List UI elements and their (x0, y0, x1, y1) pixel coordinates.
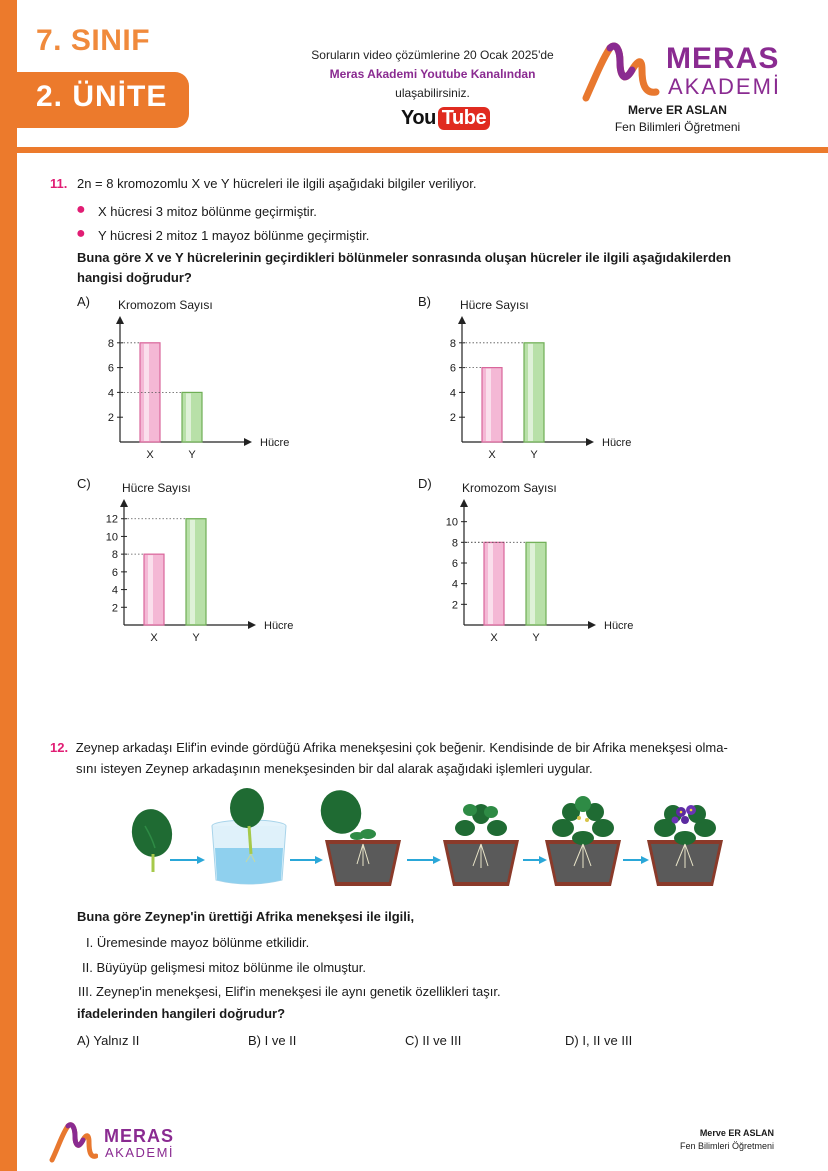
q11-bullet-1 (76, 201, 317, 219)
option-c-letter[interactable]: C) (77, 476, 91, 491)
brand-bottom: AKADEMİ (668, 74, 782, 99)
bar-highlight (528, 344, 533, 441)
q11-bullet-2 (76, 225, 370, 243)
option-a-letter[interactable]: A) (77, 294, 90, 309)
q12-number: 12. (50, 740, 69, 755)
q11-bullet-text: X hücresi 3 mitoz bölünme geçirmiştir. (98, 204, 317, 219)
y-tick-label: 10 (105, 531, 118, 544)
q12-option-a[interactable]: A) Yalnız II (77, 1033, 140, 1048)
y-tick-label: 6 (111, 566, 118, 579)
option-b-letter[interactable]: B) (418, 294, 431, 309)
q11-bullet-text: Y hücresi 2 mitoz 1 mayoz bölünme geçirmiştir. (98, 228, 370, 243)
footer-teacher-title: Fen Bilimleri Öğretmeni (679, 1141, 774, 1151)
x-axis-arrow-icon (244, 438, 252, 446)
chart-b (412, 290, 672, 470)
q12-question-end: ifadelerinden hangileri doğrudur? (77, 1006, 286, 1021)
arrow-right-icon (407, 856, 441, 864)
chart-title: Kromozom Sayısı (462, 481, 557, 495)
bar-y (526, 542, 546, 625)
q12-statement-2: II. Büyüyüp gelişmesi mitoz bölünme ile olmuştur. (82, 960, 366, 975)
q12-statement-1: I. Üremesinde mayoz bölünme etkilidir. (86, 935, 310, 950)
meras-logo (580, 40, 780, 106)
y-tick-label: 12 (105, 513, 118, 526)
x-axis-arrow-icon (248, 621, 256, 629)
bar-highlight (486, 369, 491, 441)
y-tick-label: 6 (107, 362, 114, 375)
x-axis-label: Hücre (264, 620, 294, 632)
bar-y (186, 519, 206, 625)
option-d-letter[interactable]: D) (418, 476, 432, 491)
q11-stem (50, 176, 476, 191)
youtube-you: You (401, 107, 436, 129)
y-tick-label: 10 (445, 516, 458, 529)
y-tick-label: 2 (449, 412, 456, 425)
footer-brand-bottom: AKADEMİ (105, 1145, 175, 1160)
q12-stem (50, 737, 770, 779)
footer-teacher-name: Merve ER ASLAN (699, 1128, 774, 1138)
bullet-dot-icon: ● (76, 225, 86, 242)
q12-stem-line1: Zeynep arkadaşı Elif'in evinde gördüğü Afrika menekşesini çok beğenir. Kendisinde de bir Afrika menekşesi olma- (75, 740, 728, 755)
arrow-right-icon (523, 856, 547, 864)
y-tick-label: 2 (107, 412, 114, 425)
y-tick-label: 4 (107, 387, 114, 400)
arrow-right-icon (623, 856, 649, 864)
y-tick-label: 4 (449, 387, 456, 400)
bar-highlight (488, 543, 493, 624)
x-category-label: X (488, 449, 496, 461)
video-info (290, 46, 575, 103)
q12-stem-line2: sını isteyen Zeynep arkadaşının menekşesinden bir dal alarak aşağıdaki işlemleri uygular. (76, 761, 593, 776)
bar-x (482, 368, 502, 442)
grade-label: 7. SINIF (36, 24, 151, 57)
video-info-channel[interactable]: Meras Akademi Youtube Kanalından (329, 67, 536, 81)
y-tick-label: 8 (107, 337, 114, 350)
chart-title: Hücre Sayısı (460, 298, 529, 312)
water-glass-icon (212, 788, 286, 884)
pot-with-cutting-icon (315, 788, 401, 886)
q11-question-line1: Buna göre X ve Y hücrelerinin geçirdikleri bölünmeler sonrasında oluşan hücreler ile ilgili aşağıdakilerden (77, 250, 732, 265)
teacher-info (585, 102, 770, 136)
x-axis-label: Hücre (604, 620, 634, 632)
q12-option-c[interactable]: C) II ve III (405, 1033, 462, 1048)
pot-growing-plant-icon (545, 796, 621, 886)
q12-option-b[interactable]: B) I ve II (248, 1033, 297, 1048)
y-axis-arrow-icon (120, 499, 128, 507)
footer-brand-top: MERAS (104, 1126, 175, 1146)
y-tick-label: 8 (449, 337, 456, 350)
q11-question (77, 248, 731, 288)
chart-title: Kromozom Sayısı (118, 298, 213, 312)
bar-y (524, 343, 544, 442)
x-axis-label: Hücre (602, 437, 632, 449)
x-category-label: X (146, 449, 154, 461)
brand-top: MERAS (666, 42, 780, 75)
y-tick-label: 8 (451, 537, 458, 550)
violet-propagation-illustration (125, 788, 725, 890)
meras-m-icon (48, 1120, 98, 1164)
q12-option-d[interactable]: D) I, II ve III (565, 1033, 633, 1048)
x-category-label: Y (532, 632, 540, 644)
bar-highlight (148, 555, 153, 624)
y-tick-label: 4 (451, 578, 458, 591)
chart-d (414, 473, 674, 653)
footer-logo (48, 1120, 188, 1164)
teacher-name: Merve ER ASLAN (628, 103, 727, 117)
video-info-line1: Soruların video çözümlerine 20 Ocak 2025'de (311, 48, 554, 62)
x-category-label: Y (530, 449, 538, 461)
arrow-right-icon (170, 856, 205, 864)
y-tick-label: 2 (451, 599, 458, 612)
arrow-right-icon (290, 856, 323, 864)
bar-x (140, 343, 160, 442)
y-tick-label: 4 (111, 584, 118, 597)
youtube-logo[interactable] (401, 107, 490, 135)
teacher-title: Fen Bilimleri Öğretmeni (614, 120, 741, 134)
youtube-tube: Tube (438, 107, 490, 130)
leaf-cutting-icon (128, 806, 176, 872)
x-category-label: Y (188, 449, 196, 461)
bar-highlight (186, 393, 191, 441)
y-tick-label: 8 (111, 549, 118, 562)
y-tick-label: 6 (451, 558, 458, 570)
q11-number: 11. (50, 176, 68, 191)
bullet-dot-icon: ● (76, 201, 86, 218)
chart-title: Hücre Sayısı (122, 481, 191, 495)
q12-statement-3: III. Zeynep'in menekşesi, Elif'in menekşesi ile aynı genetik özellikleri taşır. (78, 984, 501, 999)
header-divider (17, 147, 828, 153)
bar-x (484, 542, 504, 625)
q12-question-intro: Buna göre Zeynep'in ürettiği Afrika menekşesi ile ilgili, (77, 909, 415, 924)
q11-question-line2: hangisi doğrudur? (77, 270, 192, 285)
y-tick-label: 2 (111, 602, 118, 615)
video-info-line3: ulaşabilirsiniz. (395, 86, 470, 100)
chart-c (74, 473, 334, 653)
y-tick-label: 6 (449, 362, 456, 375)
x-axis-label: Hücre (260, 437, 290, 449)
x-category-label: X (150, 632, 158, 644)
bar-highlight (190, 520, 195, 624)
bar-highlight (530, 543, 535, 624)
q11-stem-text: 2n = 8 kromozomlu X ve Y hücreleri ile ilgili aşağıdaki bilgiler veriliyor. (76, 176, 477, 191)
footer-teacher (680, 1127, 774, 1153)
x-axis-arrow-icon (586, 438, 594, 446)
x-axis-arrow-icon (588, 621, 596, 629)
left-accent-bar (0, 0, 17, 1171)
y-axis-arrow-icon (458, 316, 466, 324)
bar-x (144, 554, 164, 625)
y-axis-arrow-icon (116, 316, 124, 324)
x-category-label: Y (192, 632, 200, 644)
y-axis-arrow-icon (460, 499, 468, 507)
bar-y (182, 392, 202, 442)
pot-young-plant-icon (443, 804, 519, 886)
unit-label: 2. ÜNİTE (36, 80, 168, 113)
x-category-label: X (490, 632, 498, 644)
pot-flowering-violet-icon (647, 805, 723, 886)
chart-a (70, 290, 330, 470)
